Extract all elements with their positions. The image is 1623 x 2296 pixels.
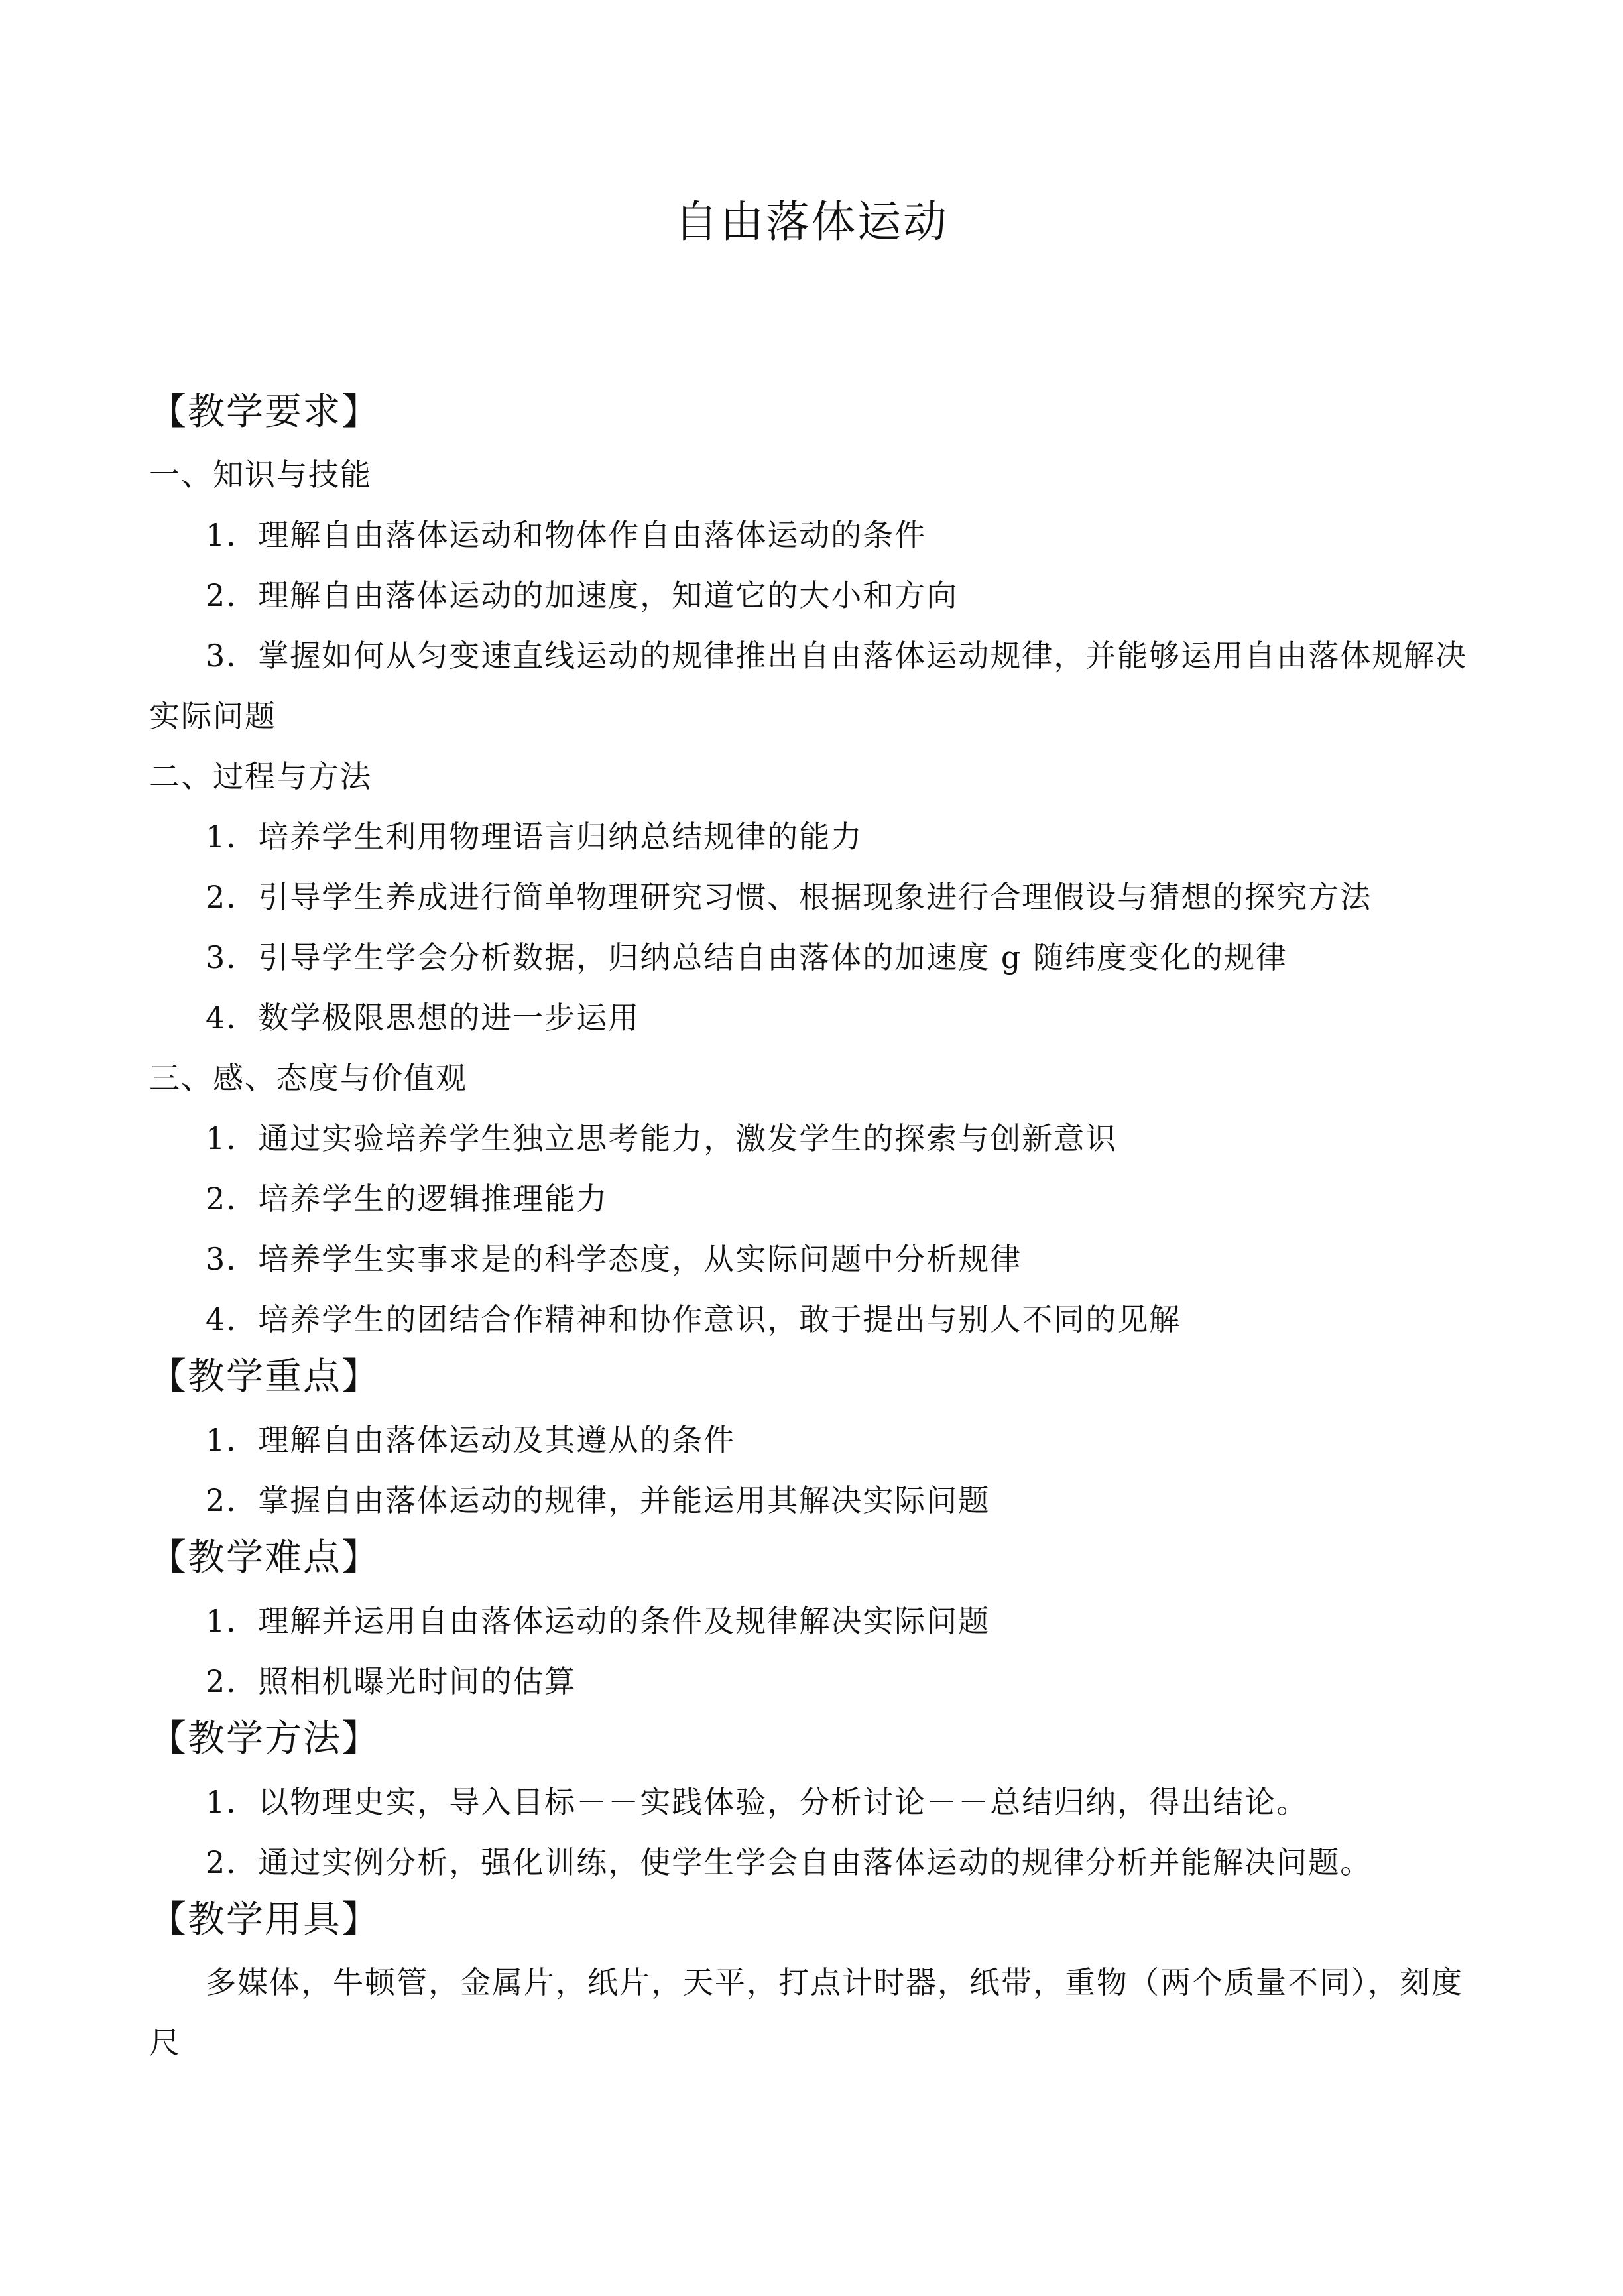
list-item: 2．引导学生养成进行简单物理研究习惯、根据现象进行合理假设与猜想的探究方法 [206, 879, 1372, 915]
heading-key-points: 【教学重点】 [149, 1355, 380, 1398]
list-item: 1．理解自由落体运动和物体作自由落体运动的条件 [206, 517, 927, 553]
list-item: 4．培养学生的团结合作精神和协作意识，敢于提出与别人不同的见解 [206, 1301, 1181, 1337]
heading-teaching-methods: 【教学方法】 [149, 1717, 380, 1760]
heading-teaching-requirements: 【教学要求】 [149, 391, 380, 434]
list-item: 1．培养学生利用物理语言归纳总结规律的能力 [206, 819, 863, 855]
list-item: 2．培养学生的逻辑推理能力 [206, 1181, 609, 1217]
subheading-knowledge-skills: 一、知识与技能 [149, 457, 372, 493]
tools-paragraph: 多媒体，牛顿管，金属片，纸片，天平，打点计时器，纸带，重物（两个质量不同），刻度尺 [149, 1964, 1463, 2061]
list-item: 2．通过实例分析，强化训练，使学生学会自由落体运动的规律分析并能解决问题。 [206, 1844, 1372, 1880]
list-item: 3．引导学生学会分析数据，归纳总结自由落体的加速度 g 随纬度变化的规律 [206, 939, 1288, 975]
subheading-process-methods: 二、过程与方法 [149, 758, 372, 794]
list-item: 4．数学极限思想的进一步运用 [206, 1000, 640, 1036]
list-item-wrapped: 3．掌握如何从匀变速直线运动的规律推出自由落体运动规律，并能够运用自由落体规解决实际问题 [149, 638, 1468, 734]
subheading-attitude-values: 三、感、态度与价值观 [149, 1060, 467, 1096]
document-title: 自由落体运动 [674, 196, 949, 247]
list-item: 2．掌握自由落体运动的规律，并能运用其解决实际问题 [206, 1482, 991, 1518]
heading-teaching-tools: 【教学用具】 [149, 1898, 380, 1941]
list-item: 2．照相机曝光时间的估算 [206, 1663, 577, 1699]
list-item: 3．培养学生实事求是的科学态度，从实际问题中分析规律 [206, 1241, 1022, 1277]
list-item: 1．通过实验培养学生独立思考能力，激发学生的探索与创新意识 [206, 1120, 1118, 1156]
list-item: 1．以物理史实，导入目标－－实践体验，分析讨论－－总结归纳，得出结论。 [206, 1784, 1309, 1820]
list-item: 2．理解自由落体运动的加速度，知道它的大小和方向 [206, 577, 959, 613]
list-item: 1．理解自由落体运动及其遵从的条件 [206, 1422, 736, 1458]
list-item: 1．理解并运用自由落体运动的条件及规律解决实际问题 [206, 1603, 991, 1639]
heading-difficulties: 【教学难点】 [149, 1536, 380, 1579]
